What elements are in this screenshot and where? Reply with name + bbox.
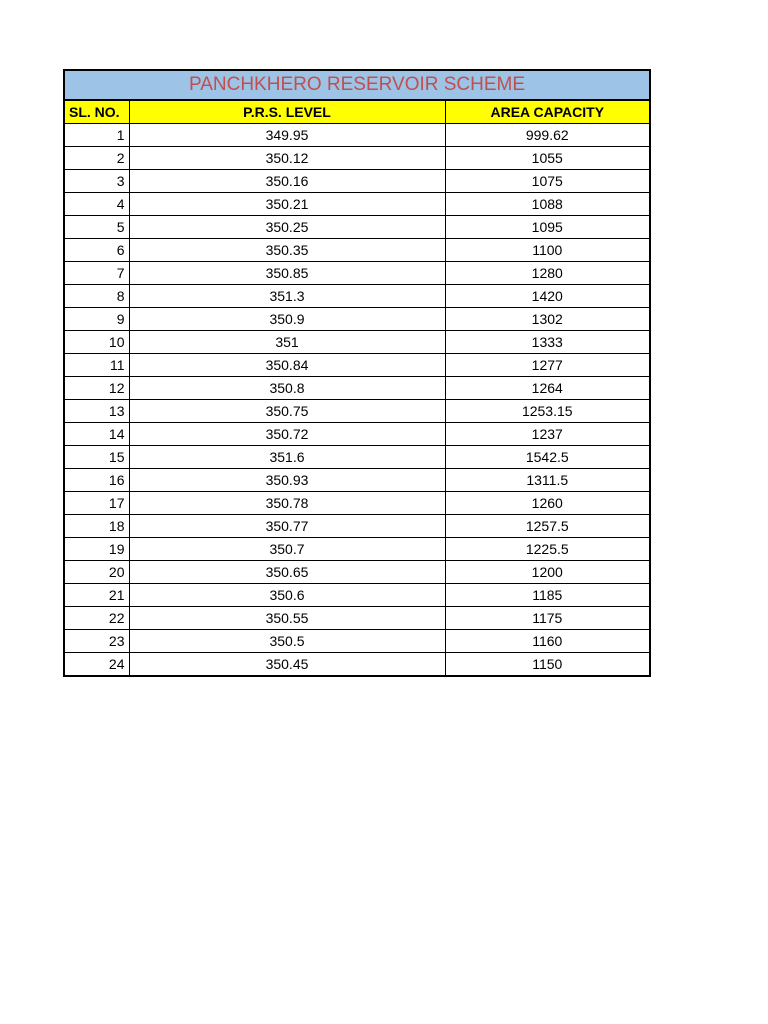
cell-sl-no: 22 bbox=[64, 607, 129, 630]
table-row bbox=[64, 124, 650, 147]
cell-prs-level: 350.55 bbox=[129, 607, 445, 630]
cell-area-capacity: 1277 bbox=[445, 354, 650, 377]
cell-prs-level: 350.5 bbox=[129, 630, 445, 653]
cell-area-capacity: 1302 bbox=[445, 308, 650, 331]
cell-prs-level: 349.95 bbox=[129, 124, 445, 147]
cell-sl-no: 14 bbox=[64, 423, 129, 446]
cell-area-capacity: 1225.5 bbox=[445, 538, 650, 561]
cell-prs-level: 350.12 bbox=[129, 147, 445, 170]
cell-prs-level: 350.21 bbox=[129, 193, 445, 216]
table-row bbox=[64, 262, 650, 285]
cell-area-capacity: 1160 bbox=[445, 630, 650, 653]
cell-sl-no: 11 bbox=[64, 354, 129, 377]
cell-sl-no: 15 bbox=[64, 446, 129, 469]
cell-prs-level: 350.35 bbox=[129, 239, 445, 262]
table-row bbox=[64, 653, 650, 677]
cell-sl-no: 21 bbox=[64, 584, 129, 607]
table-row bbox=[64, 607, 650, 630]
cell-area-capacity: 1280 bbox=[445, 262, 650, 285]
cell-sl-no: 20 bbox=[64, 561, 129, 584]
cell-sl-no: 12 bbox=[64, 377, 129, 400]
cell-area-capacity: 1088 bbox=[445, 193, 650, 216]
cell-prs-level: 350.75 bbox=[129, 400, 445, 423]
cell-prs-level: 351.3 bbox=[129, 285, 445, 308]
table-row bbox=[64, 538, 650, 561]
cell-sl-no: 8 bbox=[64, 285, 129, 308]
cell-area-capacity: 1237 bbox=[445, 423, 650, 446]
cell-sl-no: 17 bbox=[64, 492, 129, 515]
cell-area-capacity: 1075 bbox=[445, 170, 650, 193]
cell-area-capacity: 1260 bbox=[445, 492, 650, 515]
cell-sl-no: 4 bbox=[64, 193, 129, 216]
cell-area-capacity: 1257.5 bbox=[445, 515, 650, 538]
cell-prs-level: 350.45 bbox=[129, 653, 445, 677]
table-row bbox=[64, 584, 650, 607]
cell-area-capacity: 1420 bbox=[445, 285, 650, 308]
table-row bbox=[64, 630, 650, 653]
cell-sl-no: 6 bbox=[64, 239, 129, 262]
cell-area-capacity: 1200 bbox=[445, 561, 650, 584]
cell-area-capacity: 1175 bbox=[445, 607, 650, 630]
table-row bbox=[64, 239, 650, 262]
cell-area-capacity: 999.62 bbox=[445, 124, 650, 147]
table-row bbox=[64, 216, 650, 239]
reservoir-table bbox=[63, 69, 651, 677]
cell-area-capacity: 1333 bbox=[445, 331, 650, 354]
header-prs-level: P.R.S. LEVEL bbox=[129, 100, 445, 124]
table-row bbox=[64, 308, 650, 331]
table-row bbox=[64, 423, 650, 446]
header-sl-no: SL. NO. bbox=[64, 100, 129, 124]
cell-prs-level: 350.85 bbox=[129, 262, 445, 285]
table-row bbox=[64, 193, 650, 216]
table-row bbox=[64, 469, 650, 492]
cell-area-capacity: 1095 bbox=[445, 216, 650, 239]
table-row bbox=[64, 170, 650, 193]
cell-sl-no: 5 bbox=[64, 216, 129, 239]
cell-prs-level: 350.9 bbox=[129, 308, 445, 331]
table-row bbox=[64, 492, 650, 515]
cell-prs-level: 350.84 bbox=[129, 354, 445, 377]
header-row bbox=[64, 100, 650, 124]
header-area-capacity: AREA CAPACITY bbox=[445, 100, 650, 124]
cell-prs-level: 350.65 bbox=[129, 561, 445, 584]
table-row bbox=[64, 331, 650, 354]
table-row bbox=[64, 285, 650, 308]
title-row bbox=[64, 70, 650, 100]
cell-sl-no: 1 bbox=[64, 124, 129, 147]
cell-area-capacity: 1150 bbox=[445, 653, 650, 677]
cell-area-capacity: 1542.5 bbox=[445, 446, 650, 469]
cell-prs-level: 350.16 bbox=[129, 170, 445, 193]
table-row bbox=[64, 446, 650, 469]
cell-prs-level: 350.72 bbox=[129, 423, 445, 446]
cell-sl-no: 24 bbox=[64, 653, 129, 677]
cell-area-capacity: 1185 bbox=[445, 584, 650, 607]
cell-area-capacity: 1311.5 bbox=[445, 469, 650, 492]
cell-sl-no: 9 bbox=[64, 308, 129, 331]
cell-sl-no: 13 bbox=[64, 400, 129, 423]
table-body bbox=[64, 70, 650, 676]
cell-sl-no: 16 bbox=[64, 469, 129, 492]
table-row bbox=[64, 515, 650, 538]
cell-sl-no: 3 bbox=[64, 170, 129, 193]
cell-prs-level: 351.6 bbox=[129, 446, 445, 469]
table-title: PANCHKHERO RESERVOIR SCHEME bbox=[64, 70, 650, 100]
cell-prs-level: 350.77 bbox=[129, 515, 445, 538]
cell-sl-no: 18 bbox=[64, 515, 129, 538]
table-row bbox=[64, 377, 650, 400]
cell-prs-level: 350.8 bbox=[129, 377, 445, 400]
cell-area-capacity: 1264 bbox=[445, 377, 650, 400]
cell-sl-no: 23 bbox=[64, 630, 129, 653]
table-row bbox=[64, 354, 650, 377]
cell-area-capacity: 1253.15 bbox=[445, 400, 650, 423]
cell-prs-level: 350.25 bbox=[129, 216, 445, 239]
cell-sl-no: 7 bbox=[64, 262, 129, 285]
cell-area-capacity: 1055 bbox=[445, 147, 650, 170]
cell-prs-level: 350.6 bbox=[129, 584, 445, 607]
table-row bbox=[64, 400, 650, 423]
cell-sl-no: 10 bbox=[64, 331, 129, 354]
cell-prs-level: 350.78 bbox=[129, 492, 445, 515]
cell-sl-no: 2 bbox=[64, 147, 129, 170]
cell-prs-level: 350.93 bbox=[129, 469, 445, 492]
cell-prs-level: 351 bbox=[129, 331, 445, 354]
table-row bbox=[64, 147, 650, 170]
table-row bbox=[64, 561, 650, 584]
cell-prs-level: 350.7 bbox=[129, 538, 445, 561]
cell-area-capacity: 1100 bbox=[445, 239, 650, 262]
cell-sl-no: 19 bbox=[64, 538, 129, 561]
